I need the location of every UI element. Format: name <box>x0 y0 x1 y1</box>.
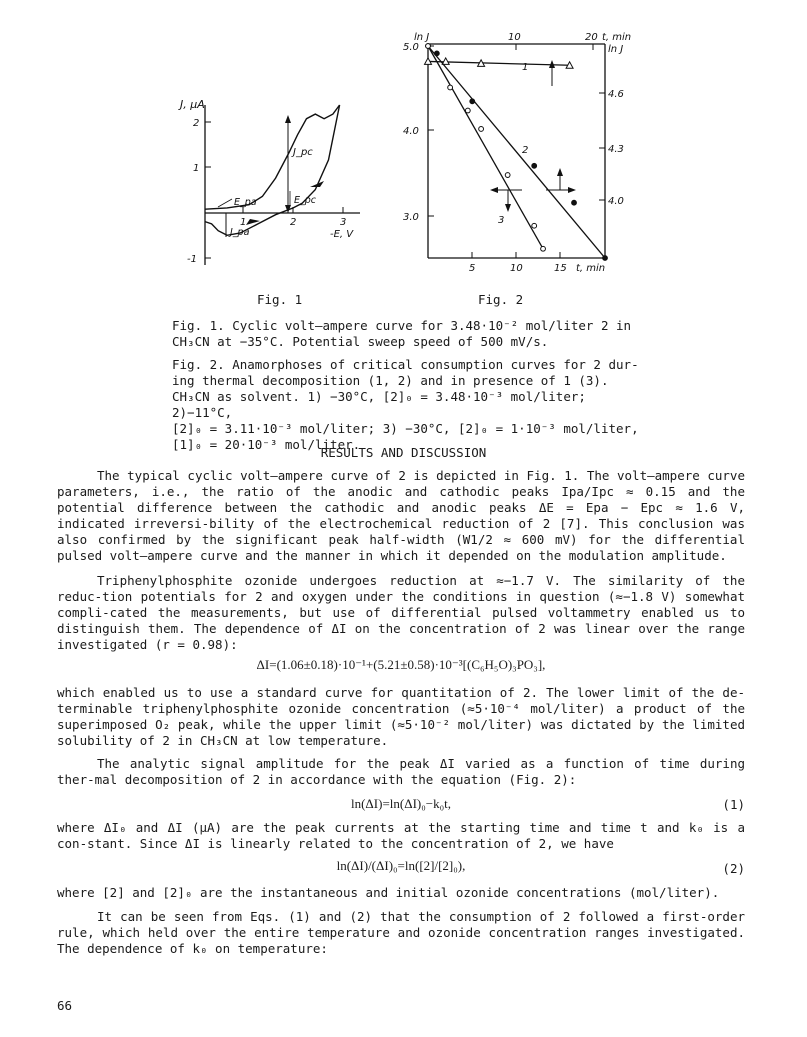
fig2-right-tick-46: 4.6 <box>608 89 624 100</box>
fig2-top-tick-10: 10 <box>508 32 521 43</box>
paragraph-3: which enabled us to use a standard curve for quantitation of 2. The lower limit of the de-terminable triphenylphosphite ozonide concentration (≈5·10⁻⁴ mol/liter) a product of the superimposed O₂ peak, while the upper limit (≈5·10⁻² mol/liter) was dictated by the limited solubility of 2 in CH₃CN at low temperature. <box>57 685 745 748</box>
fig2-curve-label-2: 2 <box>522 145 529 156</box>
fig2-bottom-tick-10: 10 <box>510 263 523 274</box>
fig2-left-tick-40: 4.0 <box>403 126 419 137</box>
fig2-right-axis-label: ln J <box>608 44 624 55</box>
fig1-label-jpa: J_pa <box>230 227 250 238</box>
fig2-point-series-3-3 <box>479 127 484 132</box>
fig1-ytick-label-2: 2 <box>193 118 200 129</box>
fig2-caption-line-1: Fig. 2. Anamorphoses of critical consumption curves for 2 dur- <box>172 357 639 372</box>
fig1-caption-line-2: CH₃CN at −35°C. Potential sweep speed of 500 mV/s. <box>172 334 549 349</box>
fig2-point-series-3-4 <box>505 173 510 178</box>
fig2-series-group <box>425 44 608 261</box>
fig2-left-tick-50: 5.0 <box>403 42 419 53</box>
fig2-caption-line-3: CH₃CN as solvent. 1) −30°C, [2]₀ = 3.48·10⁻³ mol/liter; 2)−11°C, <box>172 389 586 420</box>
fig2-point-series-2-2 <box>470 99 475 104</box>
fig1-reverse-sweep-curve <box>205 105 340 235</box>
fig2-arrowhead-curve3-down <box>505 204 511 212</box>
fig2-arrowhead-curve2-right <box>568 187 576 193</box>
paragraph-5: where ΔI₀ and ΔI (μA) are the peak currents at the starting time and time t and k₀ is a con-stant. Since ΔI is linearly related to the concentration of 2, we have <box>57 820 745 851</box>
fig2-top-tick-20: 20 <box>585 32 598 43</box>
fig2-point-series-3-1 <box>448 85 453 90</box>
fig2-point-series-2-1 <box>434 51 439 56</box>
fig2-line-series-2 <box>428 46 605 258</box>
fig2-point-series-2-4 <box>572 200 577 205</box>
fig2-caption <box>172 357 642 456</box>
figure-2-anamorphoses <box>400 28 650 278</box>
fig2-arrowhead-curve2-up <box>557 168 563 176</box>
fig2-left-tick-30: 3.0 <box>403 212 419 223</box>
fig1-y-axis-label: J, μA <box>180 98 205 111</box>
fig2-top-axis-title: t, min <box>602 32 632 43</box>
equation-2-number: (2) <box>722 861 745 876</box>
fig2-point-series-2-5 <box>603 256 608 261</box>
fig2-label: Fig. 2 <box>478 292 524 307</box>
fig2-right-tick-43: 4.3 <box>608 144 624 155</box>
fig1-x-axis-label: -E, V <box>330 229 354 240</box>
fig2-caption-line-4: [2]₀ = 3.11·10⁻³ mol/liter; 3) −30°C, [2]₀ = 1·10⁻³ mol/liter, <box>172 421 639 436</box>
paragraph-4: The analytic signal amplitude for the peak ΔI varied as a function of time during ther-mal decomposition of 2 in accordance with the equation (Fig. 2): <box>57 756 745 787</box>
fig2-point-series-2-3 <box>532 163 537 168</box>
fig1-xtick-label-1: 1 <box>240 217 247 228</box>
fig1-caption-line-1: Fig. 1. Cyclic volt—ampere curve for 3.48·10⁻² mol/liter 2 in <box>172 318 632 333</box>
fig1-epa-marker <box>218 199 232 207</box>
section-heading: RESULTS AND DISCUSSION <box>320 445 487 460</box>
fig2-arrowhead-curve1 <box>549 60 555 68</box>
fig1-ytick-label-m1: -1 <box>187 254 197 265</box>
fig1-label: Fig. 1 <box>257 292 303 307</box>
fig2-curve-label-3: 3 <box>498 215 505 226</box>
fig2-point-series-3-6 <box>541 246 546 251</box>
fig2-point-series-3-5 <box>532 223 537 228</box>
fig2-bottom-tick-5: 5 <box>469 263 476 274</box>
fig2-top-left-axis-label: ln J <box>414 32 430 43</box>
fig1-caption <box>172 318 642 353</box>
fig2-caption-line-5: [1]₀ = 20·10⁻³ mol/liter. <box>172 437 361 452</box>
fig2-bottom-tick-15: 15 <box>554 263 567 274</box>
equation-1-number: (1) <box>722 797 745 812</box>
equation-concentration: ΔI=(1.06±0.18)·10⁻¹+(5.21±0.58)·10⁻³[(C₆H₅O)₃PO₃], <box>256 657 546 672</box>
figure-1-cyclic-voltammogram <box>160 95 390 270</box>
fig2-arrowhead-curve3-left <box>490 187 498 193</box>
fig2-curve-label-1: 1 <box>522 62 529 73</box>
page-number: 66 <box>57 998 73 1013</box>
fig1-direction-arrow-top <box>310 181 324 187</box>
fig1-label-epc: E_pc <box>294 195 317 206</box>
fig2-point-series-3-2 <box>465 108 470 113</box>
fig1-label-epa: E_pa <box>234 197 257 208</box>
fig2-point-series-3-0 <box>426 44 431 49</box>
equation-1: ln(ΔI)=ln(ΔI)₀−k₀t, <box>350 796 451 811</box>
equation-2: ln(ΔI)/(ΔI)₀=ln([2]/[2]₀), <box>336 858 466 873</box>
fig1-ytick-label-1: 1 <box>193 163 200 174</box>
paragraph-6: where [2] and [2]₀ are the instantaneous and initial ozonide concentrations (mol/liter). <box>57 885 720 900</box>
paragraph-1: The typical cyclic volt—ampere curve of 2 is depicted in Fig. 1. The volt—ampere curve parameters, i.e., the ratio of the anodic and cathodic peaks Ipa/Ipc ≈ 0.15 and the potential difference between the cathodic and anodic peaks ΔE = Epa − Epc ≈ 1.6 V, indicated irreversi-bility of the electrochemical reduction of 2 [7]. This conclusion was also confirmed by the significant peak half-width (W1/2 ≈ 600 mV) for the differential pulsed volt—ampere curve and the manner in which it depended on the modulation amplitude. <box>57 468 745 563</box>
fig1-xtick-label-2: 2 <box>290 217 297 228</box>
fig2-bottom-axis-label: t, min <box>576 263 606 274</box>
fig2-right-tick-40: 4.0 <box>608 196 624 207</box>
paragraph-7: It can be seen from Eqs. (1) and (2) that the consumption of 2 followed a first-order rule, which held over the entire temperature and ozonide concentration ranges investigated. The dependence of k₀ on temperature: <box>57 909 745 956</box>
fig2-caption-line-2: ing thermal decomposition (1, 2) and in presence of 1 (3). <box>172 373 609 388</box>
paragraph-2: Triphenylphosphite ozonide undergoes reduction at ≈−1.7 V. The similarity of the reduc-tion potentials for 2 and oxygen under the conditions in question (≈−1.8 V) somewhat compli-cated the measurements, but use of differential pulsed voltammetry enabled us to distinguish them. The dependence of ΔI on the concentration of 2 was linear over the range investigated (r = 0.98): <box>57 573 745 652</box>
fig1-label-jpc: J_pc <box>293 147 313 158</box>
fig1-jpc-arrowhead-up <box>285 115 291 123</box>
fig1-forward-sweep-curve <box>205 105 340 209</box>
fig1-xtick-label-3: 3 <box>340 217 347 228</box>
